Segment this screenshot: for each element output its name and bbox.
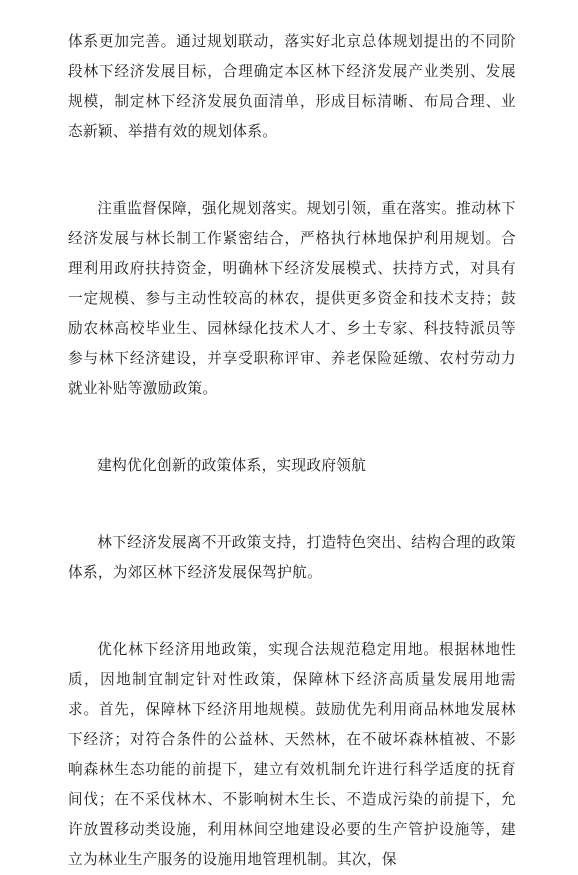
paragraph-gap: [68, 481, 516, 528]
paragraph-gap: [68, 404, 516, 451]
paragraph-land-policy: 优化林下经济用地政策，实现合法规范稳定用地。根据林地性质，因地制宜制定针对性政策，保障林下经济高质量发展用地需求。首先，保障林下经济用地规模。鼓励优先利用商品林地发展林下经济；对符合条件的公益林、天然林，在不破坏森林植被、不影响森林生态功能的前提下，建立有效机制允许进行科学适度的抚育间伐；在不采伐林木、不影响树木生长、不造成污染的前提下，允许放置移动类设施，利用林间空地建设必要的生产管护设施等，建立为林业生产服务的设施用地管理机制。其次，保: [68, 641, 516, 868]
paragraph-gap: [68, 588, 516, 635]
paragraph-supervision: 注重监督保障，强化规划落实。规划引领，重在落实。推动林下经济发展与林长制工作紧密结合，严格执行林地保护利用规划。合理利用政府扶持资金，明确林下经济发展模式、扶持方式，对具有一定规模、参与主动性较高的林农，提供更多资金和技术支持；鼓励农林高校毕业生、园林绿化技术人才、乡土专家、科技特派员等参与林下经济建设，并享受职称评审、养老保险延缴、农村劳动力就业补贴等激励政策。: [68, 200, 516, 397]
paragraph-continuation: 体系更加完善。通过规划联动，落实好北京总体规划提出的不同阶段林下经济发展目标，合理确定本区林下经济发展产业类别、发展规模，制定林下经济发展负面清单，形成目标清晰、布局合理、业态新颖、举措有效的规划体系。: [68, 33, 516, 140]
paragraph-gap: [68, 147, 516, 194]
section-heading: 建构优化创新的政策体系，实现政府领航: [97, 457, 367, 474]
paragraph-policy-support: 林下经济发展离不开政策支持，打造特色突出、结构合理的政策体系，为郊区林下经济发展保驾护航。: [68, 534, 516, 581]
